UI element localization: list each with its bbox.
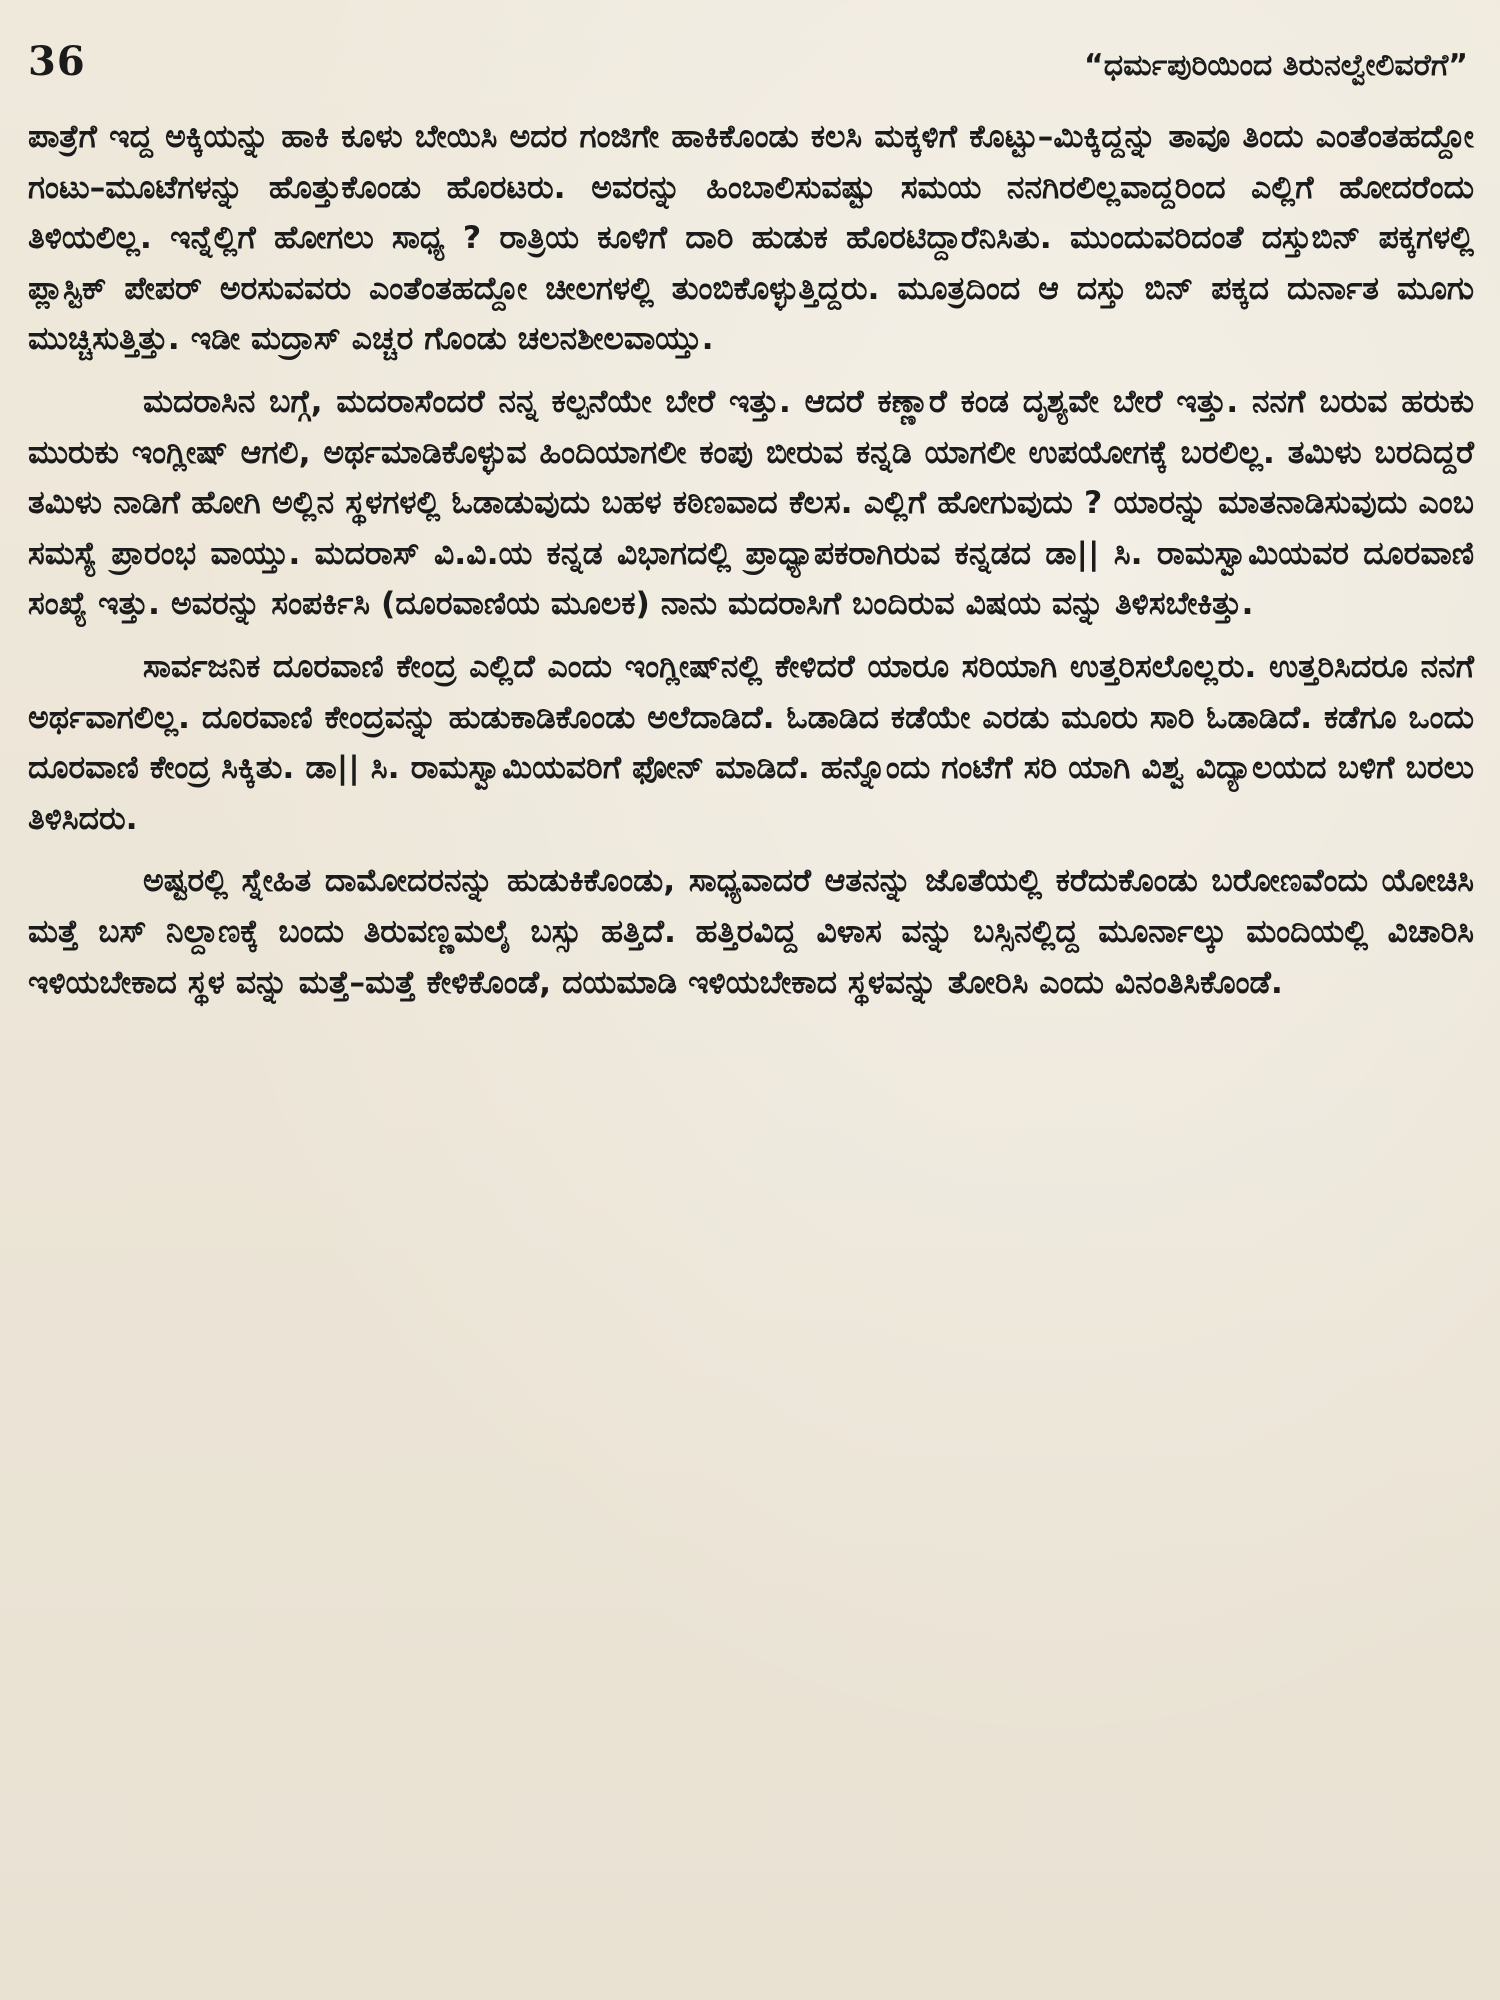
paragraph: ಸಾರ್ವಜನಿಕ ದೂರವಾಣಿ ಕೇಂದ್ರ ಎಲ್ಲಿದೆ ಎಂದು ಇಂಗ್ಲೀಷ್‌ನಲ್ಲಿ ಕೇಳಿದರೆ ಯಾರೂ ಸರಿಯಾಗಿ ಉತ್ತರಿಸಲೊಲ್ಲರು. ಉತ್ತರಿಸಿದರೂ ನನಗೆ ಅರ್ಥವಾಗಲಿಲ್ಲ. ದೂರವಾಣಿ ಕೇಂದ್ರವನ್ನು ಹುಡುಕಾಡಿಕೊಂಡು ಅಲೆದಾಡಿದೆ. ಓಡಾಡಿದ ಕಡೆಯೇ ಎರಡು ಮೂರು ಸಾರಿ ಓಡಾಡಿದೆ. ಕಡೆಗೂ ಒಂದು ದೂರವಾಣಿ ಕೇಂದ್ರ ಸಿಕ್ಕಿತು. ಡಾ|| ಸಿ. ರಾಮಸ್ವಾಮಿಯವರಿಗೆ ಫೋನ್ ಮಾಡಿದೆ. ಹನ್ನೊಂದು ಗಂಟೆಗೆ ಸರಿ ಯಾಗಿ ವಿಶ್ವ ವಿದ್ಯಾಲಯದ ಬಳಿಗೆ ಬರಲು ತಿಳಿಸಿದರು. — [28, 648, 1474, 837]
chapter-title: “ಧರ್ಮಪುರಿಯಿಂದ ತಿರುನಲ್ವೇಲಿವರೆಗೆ” — [1084, 48, 1468, 83]
paragraph: ಮದರಾಸಿನ ಬಗ್ಗೆ, ಮದರಾಸೆಂದರೆ ನನ್ನ ಕಲ್ಪನೆಯೇ ಬೇರೆ ಇತ್ತು. ಆದರೆ ಕಣ್ಣಾರೆ ಕಂಡ ದೃಶ್ಯವೇ ಬೇರೆ ಇತ್ತು. ನನಗೆ ಬರುವ ಹರುಕು ಮುರುಕು ಇಂಗ್ಲೀಷ್ ಆಗಲಿ, ಅರ್ಥಮಾಡಿಕೊಳ್ಳುವ ಹಿಂದಿಯಾಗಲೀ ಕಂಪು ಬೀರುವ ಕನ್ನಡಿ ಯಾಗಲೀ ಉಪಯೋಗಕ್ಕೆ ಬರಲಿಲ್ಲ. ತಮಿಳು ಬರದಿದ್ದರೆ ತಮಿಳು ನಾಡಿಗೆ ಹೋಗಿ ಅಲ್ಲಿನ ಸ್ಥಳಗಳಲ್ಲಿ ಓಡಾಡುವುದು ಬಹಳ ಕಠಿಣವಾದ ಕೆಲಸ. ಎಲ್ಲಿಗೆ ಹೋಗುವುದು ? ಯಾರನ್ನು ಮಾತನಾಡಿಸುವುದು ಎಂಬ ಸಮಸ್ಯೆ ಪ್ರಾರಂಭ ವಾಯ್ತು. ಮದರಾಸ್ ವಿ.ವಿ.ಯ ಕನ್ನಡ ವಿಭಾಗದಲ್ಲಿ ಪ್ರಾಧ್ಯಾಪಕರಾಗಿರುವ ಕನ್ನಡದ ಡಾ|| ಸಿ. ರಾಮಸ್ವಾಮಿಯವರ ದೂರವಾಣಿ ಸಂಖ್ಯೆ ಇತ್ತು. ಅವರನ್ನು ಸಂಪರ್ಕಿಸಿ (ದೂರವಾಣಿಯ ಮೂಲಕ) ನಾನು ಮದರಾಸಿಗೆ ಬಂದಿರುವ ವಿಷಯ ವನ್ನು ತಿಳಿಸಬೇಕಿತ್ತು. — [28, 383, 1474, 623]
running-head — [28, 38, 1474, 98]
paragraph: ಅಷ್ಟರಲ್ಲಿ ಸ್ನೇಹಿತ ದಾಮೋದರನನ್ನು ಹುಡುಕಿಕೊಂಡು, ಸಾಧ್ಯವಾದರೆ ಆತನನ್ನು ಜೊತೆಯಲ್ಲಿ ಕರೆದುಕೊಂಡು ಬರೋಣವೆಂದು ಯೋಚಿಸಿ ಮತ್ತೆ ಬಸ್ ನಿಲ್ದಾಣಕ್ಕೆ ಬಂದು ತಿರುವಣ್ಣಮಲೈ ಬಸ್ಸು ಹತ್ತಿದೆ. ಹತ್ತಿರವಿದ್ದ ವಿಳಾಸ ವನ್ನು ಬಸ್ಸಿನಲ್ಲಿದ್ದ ಮೂರ್ನಾಲ್ಕು ಮಂದಿಯಲ್ಲಿ ವಿಚಾರಿಸಿ ಇಳಿಯಬೇಕಾದ ಸ್ಥಳ ವನ್ನು ಮತ್ತೆ–ಮತ್ತೆ ಕೇಳಿಕೊಂಡೆ, ದಯಮಾಡಿ ಇಳಿಯಬೇಕಾದ ಸ್ಥಳವನ್ನು ತೋರಿಸಿ ಎಂದು ವಿನಂತಿಸಿಕೊಂಡೆ. — [28, 863, 1474, 1001]
body-text — [28, 112, 1474, 1008]
page-number: 36 — [28, 38, 86, 85]
paragraph-continued: ಪಾತ್ರೆಗೆ ಇದ್ದ ಅಕ್ಕಿಯನ್ನು ಹಾಕಿ ಕೂಳು ಬೇಯಿಸಿ ಅದರ ಗಂಜಿಗೇ ಹಾಕಿಕೊಂಡು ಕಲಸಿ ಮಕ್ಕಳಿಗೆ ಕೊಟ್ಟು–ಮಿಕ್ಕಿದ್ದನ್ನು ತಾವೂ ತಿಂದು ಎಂತೆಂತಹದ್ದೋ ಗಂಟು–ಮೂಟೆಗಳನ್ನು ಹೊತ್ತುಕೊಂಡು ಹೊರಟರು. ಅವರನ್ನು ಹಿಂಬಾಲಿಸುವಷ್ಟು ಸಮಯ ನನಗಿರಲಿಲ್ಲವಾದ್ದರಿಂದ ಎಲ್ಲಿಗೆ ಹೋದರೆಂದು ತಿಳಿಯಲಿಲ್ಲ. ಇನ್ನೆಲ್ಲಿಗೆ ಹೋಗಲು ಸಾಧ್ಯ ? ರಾತ್ರಿಯ ಕೂಳಿಗೆ ದಾರಿ ಹುಡುಕ ಹೊರಟಿದ್ದಾರೆನಿಸಿತು. ಮುಂದುವರಿದಂತೆ ದಸ್ತುಬಿನ್ ಪಕ್ಕಗಳಲ್ಲಿ ಪ್ಲಾಸ್ಟಿಕ್ ಪೇಪರ್ ಅರಸುವವರು ಎಂತೆಂತಹದ್ದೋ ಚೀಲಗಳಲ್ಲಿ ತುಂಬಿಕೊಳ್ಳುತ್ತಿದ್ದರು. ಮೂತ್ರದಿಂದ ಆ ದಸ್ತು ಬಿನ್ ಪಕ್ಕದ ದುರ್ನಾತ ಮೂಗು ಮುಚ್ಚಿಸುತ್ತಿತ್ತು. ಇಡೀ ಮದ್ರಾಸ್ ಎಚ್ಚರ ಗೊಂಡು ಚಲನಶೀಲವಾಯ್ತು. — [28, 119, 1474, 358]
